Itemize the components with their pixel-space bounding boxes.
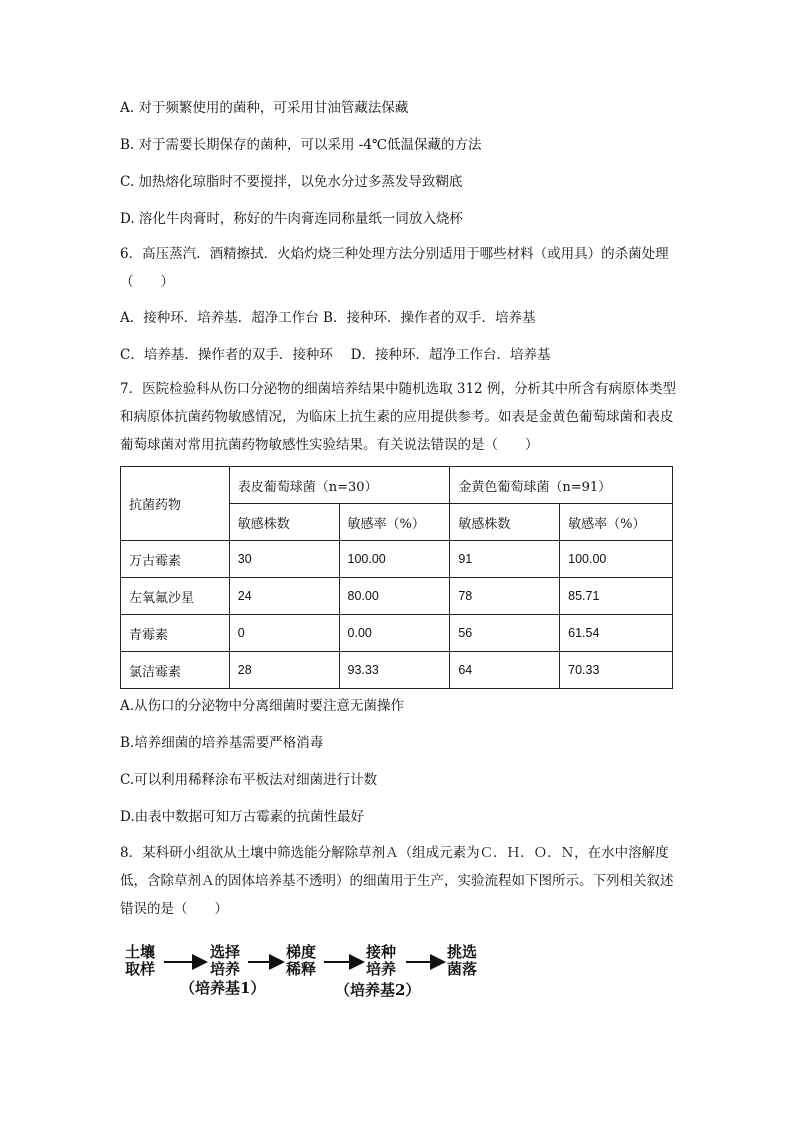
table-cell-rate2: 61.54 xyxy=(560,615,673,652)
q7-table xyxy=(120,466,673,689)
flow-text: 梯度 xyxy=(286,943,317,961)
table-cell-rate1: 0.00 xyxy=(339,615,450,652)
table-cell-drug: 左氧氟沙星 xyxy=(121,578,230,615)
table-cell-rate2: 100.00 xyxy=(560,541,673,578)
table-row xyxy=(121,652,673,689)
table-cell-rate2: 70.33 xyxy=(560,652,673,689)
table-sub-count-1: 敏感株数 xyxy=(229,504,339,541)
table-cell-drug: 氯洁霉素 xyxy=(121,652,230,689)
q7-option-a: A.从伤口的分泌物中分离细菌时要注意无菌操作 xyxy=(120,698,405,714)
table-cell-count1: 28 xyxy=(229,652,339,689)
flow-text: 挑选 xyxy=(447,943,478,961)
flow-text: 培养 xyxy=(210,960,241,978)
table-cell-count2: 64 xyxy=(450,652,560,689)
table-cell-count1: 30 xyxy=(229,541,339,578)
table-cell-count2: 91 xyxy=(450,541,560,578)
flow-arrows xyxy=(120,938,620,1008)
flow-text: 土壤 xyxy=(125,943,156,961)
table-cell-count1: 0 xyxy=(229,615,339,652)
table-sub-rate-2: 敏感率（%） xyxy=(560,504,673,541)
q6-options-line1: A．接种环．培养基．超净工作台 B．接种环．操作者的双手．培养基 xyxy=(120,310,536,326)
table-cell-rate1: 100.00 xyxy=(339,541,450,578)
flow-medium-1: （培养基1） xyxy=(180,979,266,997)
flow-text: 菌落 xyxy=(447,960,478,978)
table-header-group1: 表皮葡萄球菌（n=30） xyxy=(229,467,450,504)
table-cell-drug: 万古霉素 xyxy=(121,541,230,578)
q5-option-d: D. 溶化牛肉膏时，称好的牛肉膏连同称量纸一同放入烧杯 xyxy=(120,211,463,227)
table-cell-drug: 青霉素 xyxy=(121,615,230,652)
q7-option-c: C.可以利用稀释涂布平板法对细菌进行计数 xyxy=(120,772,378,788)
table-sub-rate-1: 敏感率（%） xyxy=(339,504,450,541)
q7-option-d: D.由表中数据可知万古霉素的抗菌性最好 xyxy=(120,809,365,825)
q6-stem: 6．高压蒸汽．酒精擦拭．火焰灼烧三种处理方法分别适用于哪些材料（或用具）的杀菌处理（ ） xyxy=(120,246,669,290)
table-row xyxy=(121,578,673,615)
q7-option-b: B.培养细菌的培养基需要严格消毒 xyxy=(120,735,324,751)
table-header-drug: 抗菌药物 xyxy=(121,467,230,541)
q5-option-c: C. 加热熔化琼脂时不要搅拌，以免水分过多蒸发导致糊底 xyxy=(120,174,463,190)
q8-flowchart xyxy=(120,938,620,1008)
table-cell-rate1: 80.00 xyxy=(339,578,450,615)
flow-text: 选择 xyxy=(210,943,241,961)
table-cell-count1: 24 xyxy=(229,578,339,615)
table-row xyxy=(121,615,673,652)
flow-medium-2: （培养基2） xyxy=(335,981,421,999)
flow-text: 稀释 xyxy=(286,960,317,978)
table-sub-count-2: 敏感株数 xyxy=(450,504,560,541)
table-cell-count2: 78 xyxy=(450,578,560,615)
flow-text: 培养 xyxy=(366,960,397,978)
q8-stem: 8．某科研小组欲从土壤中筛选能分解除草剂Ａ（组成元素为Ｃ．Ｈ．Ｏ．Ｎ，在水中溶解度低，含除草剂Ａ的固体培养基不透明）的细菌用于生产，实验流程如下图所示。下列相关叙述错误的是（ ） xyxy=(120,845,674,917)
flow-text: 取样 xyxy=(125,960,156,978)
table-cell-rate1: 93.33 xyxy=(339,652,450,689)
q7-stem: 7．医院检验科从伤口分泌物的细菌培养结果中随机选取 312 例，分析其中所含有病原体类型和病原体抗菌药物敏感情况，为临床上抗生素的应用提供参考。如表是金黄色葡萄球菌和表皮葡萄球菌对常用抗菌药物敏感性实验结果。有关说法错误的是（ ） xyxy=(120,381,676,453)
table-row xyxy=(121,541,673,578)
flow-text: 接种 xyxy=(366,943,397,961)
table-cell-count2: 56 xyxy=(450,615,560,652)
table-cell-rate2: 85.71 xyxy=(560,578,673,615)
table-header-group2: 金黄色葡萄球菌（n=91） xyxy=(450,467,673,504)
q6-options-line2: C．培养基．操作者的双手．接种环 D．接种环．超净工作台．培养基 xyxy=(120,347,551,363)
q5-option-b: B. 对于需要长期保存的菌种，可以采用 -4℃低温保藏的方法 xyxy=(120,137,482,153)
q5-option-a: A. 对于频繁使用的菌种，可采用甘油管藏法保藏 xyxy=(120,100,409,116)
